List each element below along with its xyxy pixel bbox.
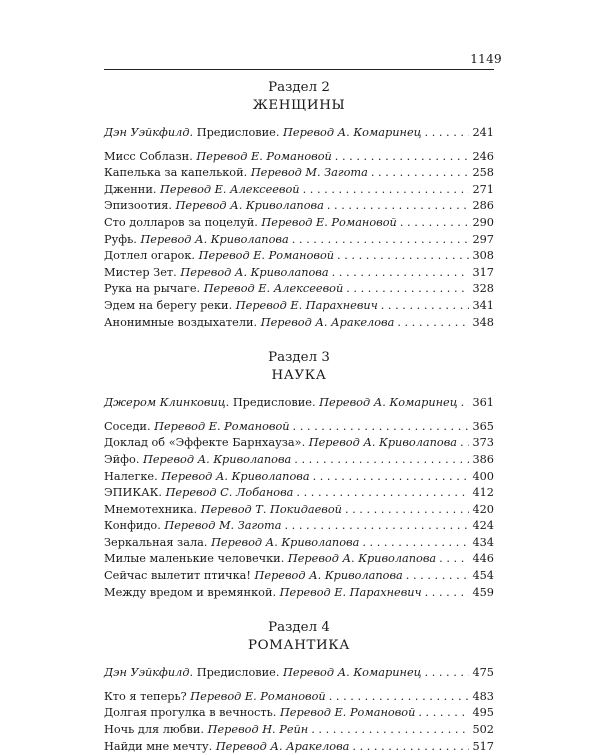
toc-entry [104,298,494,315]
dot-leader [335,149,470,166]
toc-section [104,619,494,755]
entry-title: Соседи. [104,419,155,433]
entry-page-number: 341 [472,298,494,312]
toc-entry [104,689,494,706]
entry-title: . Предисловие. [189,666,284,680]
entry-text [104,298,378,315]
toc-entry [104,485,494,502]
entry-page-number: 241 [472,126,494,139]
entry-title: Мнемотехника. [104,502,201,516]
entry-translator: Перевод Н. Рейн [207,723,309,737]
entry-text [104,281,343,298]
toc-entry [104,198,494,215]
toc-preface-entry [104,665,494,682]
toc-entry [104,265,494,282]
entry-title: Мисс Соблазн. [104,149,197,163]
toc-entry [104,315,494,332]
entry-title: Рука на рычаге. [104,282,204,296]
page-number: 1149 [470,52,502,66]
entry-translator: Перевод Т. Покидаевой [200,502,342,516]
entry-title: Сейчас вылетит птичка! [104,569,255,583]
toc-entry [104,502,494,519]
entry-page-number: 434 [472,535,494,549]
entry-translator: Перевод А. Комаринец [319,396,458,410]
entry-translator: Перевод Е. Алексеевой [203,282,344,296]
toc-entry [104,452,494,469]
entry-title: Капелька за капелькой. [104,166,251,180]
entry-translator: Перевод Е. Романовой [198,249,335,263]
dot-leader [296,485,469,502]
entry-page-number: 286 [472,199,494,213]
entry-translator: Перевод А. Криволапова [287,552,437,566]
entry-text [104,435,457,452]
entry-page-number: 502 [472,723,494,737]
entry-title: . Предисловие. [189,126,284,139]
entry-text [104,551,436,568]
entry-page-number: 495 [472,706,494,720]
entry-text [104,182,300,199]
entry-text [104,165,368,182]
entry-translator: Перевод А. Криволапова [140,232,289,246]
dot-leader [425,585,470,602]
entry-translator: Перевод А. Криволапова [175,199,324,213]
toc-entry [104,248,494,265]
section-number: Раздел 3 [268,350,330,366]
entry-text [104,419,290,436]
entry-title: Зеркальная зала. [104,535,212,549]
entry-translator: Перевод Е. Романовой [190,689,326,703]
entry-title: Руфь. [104,232,141,246]
toc-entry [104,535,494,552]
entry-text [104,568,403,585]
toc-entry [104,419,494,436]
entry-page-number: 420 [472,502,494,516]
entry-translator: Перевод А. Криволапова [143,452,292,466]
entry-title: Эпизоотия. [104,199,176,213]
entry-page-number: 412 [472,486,494,500]
entry-title: Кто я теперь? [104,689,191,703]
toc-entry [104,215,494,232]
dot-leader [311,722,469,739]
dot-leader [346,281,469,298]
section-number: Раздел 4 [268,620,330,636]
toc-preface-entry [104,125,494,142]
entry-text [104,125,422,142]
header-rule [104,69,494,70]
entry-translator: Перевод А. Комаринец [283,666,422,680]
entry-text [104,518,281,535]
entry-page-number: 271 [472,182,494,196]
entry-translator: Перевод А. Криволапова [161,469,310,483]
entry-page-number: 246 [472,149,494,163]
entry-page-number: 454 [472,569,494,583]
entry-title: Доклад об «Эффекте Барнхауза». [104,436,309,450]
entry-text [104,315,394,332]
entry-page-number: 290 [472,215,494,229]
entry-page-number: 373 [472,436,494,450]
entry-translator: Перевод А. Криволапова [211,535,360,549]
toc-entry [104,585,494,602]
entry-page-number: 483 [472,689,494,703]
toc-entry [104,232,494,249]
entry-page-number: 400 [472,469,494,483]
entry-title: Конфидо. [104,519,165,533]
dot-leader [329,689,470,706]
dot-leader [425,125,470,142]
entry-translator: Перевод М. Загота [164,519,282,533]
entry-text [104,215,397,232]
entry-text [104,198,324,215]
entry-title: Между вредом и времянкой. [104,585,280,599]
entry-title: . Предисловие. [225,396,320,410]
entry-page-number: 317 [472,265,494,279]
dot-leader [284,518,469,535]
dot-leader [292,232,470,249]
dot-leader [303,182,470,199]
entry-translator: Перевод А. Аракелова [215,739,350,753]
toc-entry [104,469,494,486]
dot-leader [362,535,469,552]
entry-text [104,469,310,486]
entry-translator: Перевод Е. Романовой [261,215,397,229]
entry-title: Эдем на берегу реки. [104,298,236,312]
entry-translator: Перевод Е. Романовой [154,419,290,433]
entry-title: Анонимные воздыхатели. [104,315,261,329]
entry-translator: Перевод Е. Романовой [196,149,332,163]
section-title: РОМАНТИКА [247,638,351,654]
toc-entry [104,551,494,568]
dot-leader [371,165,470,182]
section-title: ЖЕНЩИНЫ [252,98,346,113]
entry-translator: Перевод А. Комаринец [283,126,422,139]
dot-leader [352,739,469,755]
entry-translator: Перевод А. Аракелова [260,315,395,329]
entry-text [104,535,359,552]
entry-translator: Перевод С. Лобанова [165,486,294,500]
entry-title: Дотлел огарок. [104,249,199,263]
entry-author: Дэн Уэйкфилд [104,666,190,680]
dot-leader [461,395,470,412]
toc-entry [104,739,494,755]
dot-leader [294,452,469,469]
entry-text [104,265,329,282]
entry-page-number: 258 [472,166,494,180]
dot-leader [400,215,470,232]
entry-page-number: 459 [472,585,494,599]
toc-section [104,79,494,331]
dot-leader [332,265,470,282]
entry-translator: Перевод Е. Алексеевой [160,182,300,196]
entry-text [104,739,349,755]
entry-text [104,395,458,412]
entry-title: Долгая прогулка в вечность. [104,706,280,720]
entry-text [104,149,332,166]
entry-text [104,665,422,682]
dot-leader [345,502,470,519]
entry-title: Мистер Зет. [104,265,181,279]
entry-text [104,232,289,249]
entry-translator: Перевод А. Криволапова [254,569,403,583]
toc-entry [104,149,494,166]
entry-title: Эйфо. [104,452,143,466]
entry-translator: Перевод М. Загота [250,166,368,180]
entry-page-number: 328 [472,282,494,296]
entry-text [104,452,291,469]
entry-page-number: 446 [472,552,494,566]
toc-entry [104,518,494,535]
dot-leader [381,298,470,315]
toc-entry [104,705,494,722]
entry-translator: Перевод А. Криволапова [180,265,329,279]
entry-text [104,248,334,265]
entry-page-number: 308 [472,249,494,263]
dot-leader [406,568,470,585]
entry-text [104,585,422,602]
toc-preface-entry [104,395,494,412]
toc-entry [104,568,494,585]
entry-translator: Перевод А. Криволапова [308,436,458,450]
dot-leader [397,315,469,332]
dot-leader [460,435,469,452]
entry-page-number: 348 [472,315,494,329]
toc-entry [104,165,494,182]
toc-entry [104,435,494,452]
entry-page-number: 365 [472,419,494,433]
entry-title: ЭПИКАК. [104,486,166,500]
entry-translator: Перевод Е. Парахневич [279,585,422,599]
entry-title: Найди мне мечту. [104,739,216,753]
dot-leader [293,419,470,436]
toc-entry [104,722,494,739]
entry-text [104,689,326,706]
entry-author: Джером Клинковиц [104,396,226,410]
entry-page-number: 424 [472,519,494,533]
entry-page-number: 517 [472,739,494,753]
entry-translator: Перевод Е. Романовой [279,706,416,720]
entry-text [104,485,293,502]
entry-title: Милые маленькие человечки. [104,552,288,566]
entry-text [104,722,308,739]
entry-page-number: 297 [472,232,494,246]
entry-title: Налегке. [104,469,162,483]
entry-page-number: 386 [472,452,494,466]
toc-entry [104,182,494,199]
entry-page-number: 361 [472,396,494,410]
entry-title: Дженни. [104,182,161,196]
toc-section [104,349,494,601]
dot-leader [313,469,470,486]
toc-entry [104,281,494,298]
entry-page-number: 475 [472,666,494,680]
entry-text [104,705,415,722]
entry-author: Дэн Уэйкфилд [104,126,190,139]
section-number: Раздел 2 [268,80,330,95]
entry-translator: Перевод Е. Парахневич [235,298,378,312]
table-of-contents [104,79,494,755]
dot-leader [425,665,470,682]
dot-leader [418,705,469,722]
entry-text [104,502,342,519]
section-title: НАУКА [271,368,327,384]
dot-leader [327,198,470,215]
dot-leader [439,551,469,568]
entry-title: Ночь для любви. [104,723,208,737]
dot-leader [337,248,469,265]
entry-title: Сто долларов за поцелуй. [104,215,262,229]
